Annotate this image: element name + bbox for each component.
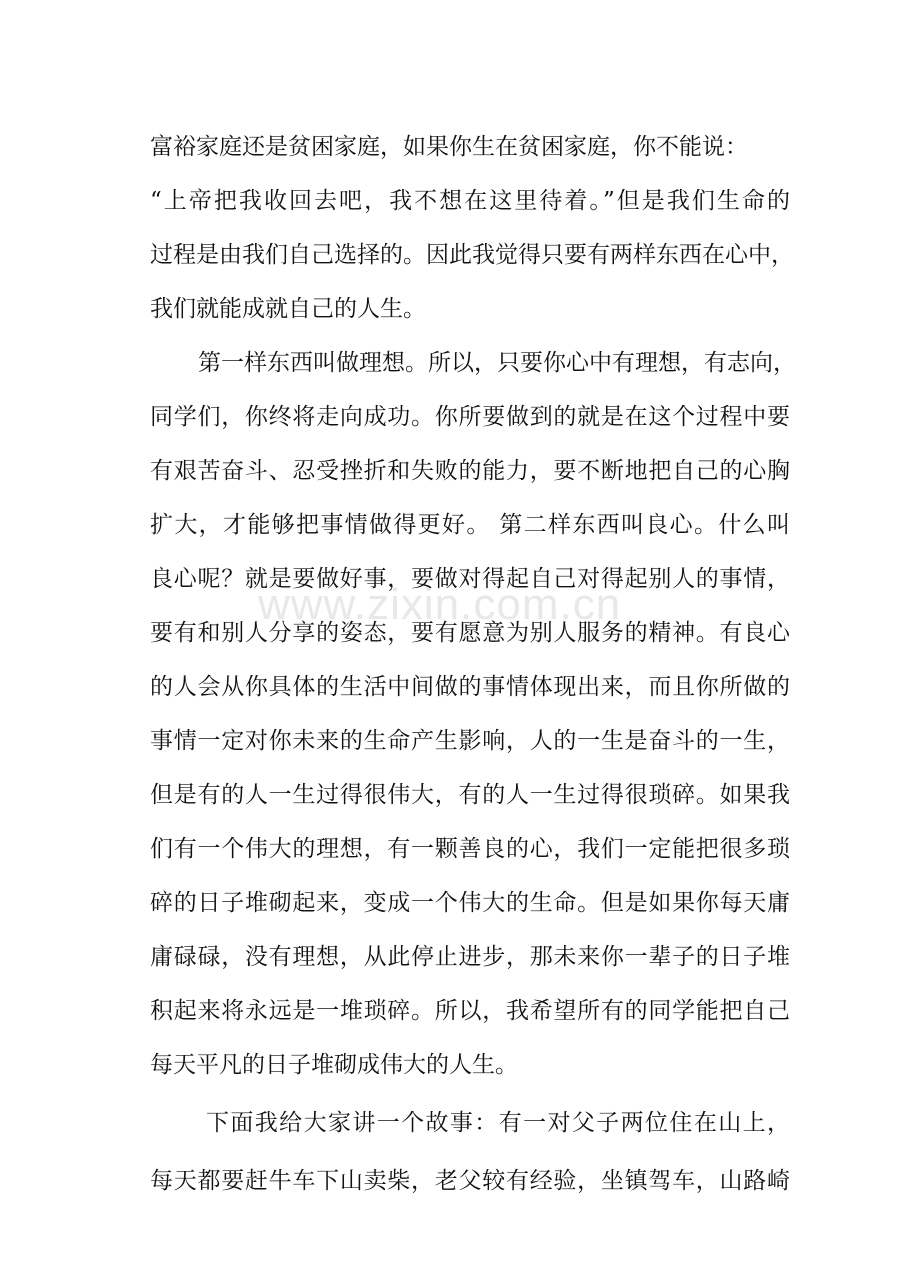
text-line: 每天都要赶牛车下山卖柴，老父较有经验，坐镇驾车，山路崎	[150, 1168, 790, 1194]
text-line: 积起来将永远是一堆琐碎。所以，我希望所有的同学能把自己	[150, 998, 790, 1024]
text-line: 有艰苦奋斗、忍受挫折和失败的能力，要不断地把自己的心胸	[150, 458, 790, 484]
text-line: 同学们，你终将走向成功。你所要做到的就是在这个过程中要	[150, 404, 790, 430]
body-text	[150, 124, 796, 1212]
text-line: 每天平凡的日子堆砌成伟大的人生。	[150, 1052, 518, 1078]
text-line: 扩大，才能够把事情做得更好。 第二样东西叫良心。什么叫	[150, 512, 790, 538]
text-line: 下面我给大家讲一个故事：有一对父子两位住在山上，	[206, 1110, 790, 1136]
text-line: 我们就能成就自己的人生。	[150, 296, 426, 322]
text-line: 过程是由我们自己选择的。因此我觉得只要有两样东西在心中，	[150, 242, 794, 268]
text-line: 良心呢？就是要做好事，要做对得起自己对得起别人的事情，	[150, 566, 790, 592]
text-line: 事情一定对你未来的生命产生影响，人的一生是奋斗的一生，	[150, 728, 790, 754]
text-line: 第一样东西叫做理想。所以，只要你心中有理想，有志向，	[198, 350, 796, 376]
text-line: 们有一个伟大的理想，有一颗善良的心，我们一定能把很多琐	[150, 836, 790, 862]
text-line: 但是有的人一生过得很伟大，有的人一生过得很琐碎。如果我	[150, 782, 790, 808]
text-line: 的人会从你具体的生活中间做的事情体现出来，而且你所做的	[150, 674, 790, 700]
text-line: 富裕家庭还是贫困家庭，如果你生在贫困家庭，你不能说：	[150, 134, 748, 160]
text-line: 庸碌碌，没有理想，从此停止进步，那未来你一辈子的日子堆	[150, 944, 790, 970]
watermark: www.zixin.com.cn	[258, 580, 622, 629]
text-line: 碎的日子堆砌起来，变成一个伟大的生命。但是如果你每天庸	[150, 890, 790, 916]
text-line: 要有和别人分享的姿态，要有愿意为别人服务的精神。有良心	[150, 620, 790, 646]
text-line: “上帝把我收回去吧，我不想在这里待着。”但是我们生命的	[150, 188, 790, 214]
